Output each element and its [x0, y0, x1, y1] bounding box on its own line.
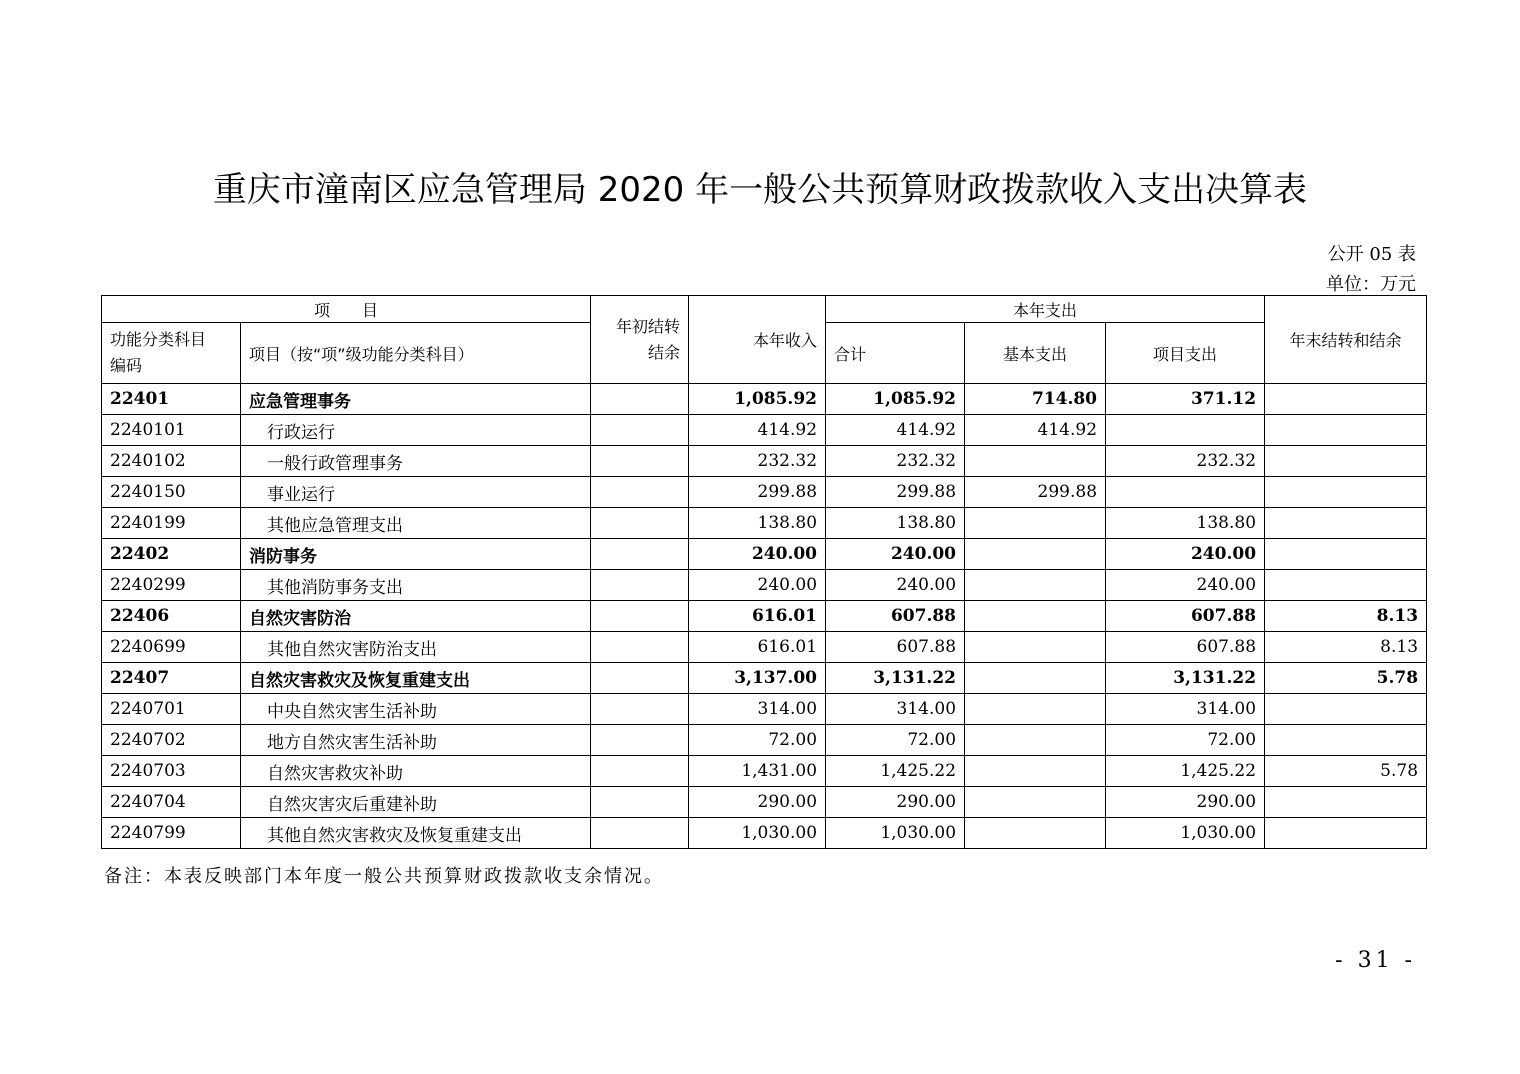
cell-basic — [965, 508, 1106, 539]
header-code-line2: 编码 — [110, 356, 143, 375]
cell-basic — [965, 756, 1106, 787]
cell-project: 240.00 — [1106, 570, 1265, 601]
cell-opening — [591, 694, 689, 725]
cell-basic — [965, 539, 1106, 570]
cell-total: 240.00 — [826, 539, 965, 570]
cell-total: 72.00 — [826, 725, 965, 756]
cell-code: 2240799 — [102, 818, 241, 849]
cell-opening — [591, 570, 689, 601]
cell-total: 1,030.00 — [826, 818, 965, 849]
cell-code: 22407 — [102, 663, 241, 694]
table-row — [102, 446, 1427, 477]
header-closing-balance: 年末结转和结余 — [1265, 296, 1427, 384]
cell-closing — [1265, 446, 1427, 477]
cell-name: 自然灾害救灾及恢复重建支出 — [241, 663, 591, 694]
cell-income: 138.80 — [689, 508, 826, 539]
cell-name: 其他消防事务支出 — [241, 570, 591, 601]
cell-basic: 714.80 — [965, 384, 1106, 415]
cell-project: 3,131.22 — [1106, 663, 1265, 694]
cell-closing — [1265, 415, 1427, 446]
cell-name: 自然灾害救灾补助 — [241, 756, 591, 787]
cell-name: 中央自然灾害生活补助 — [241, 694, 591, 725]
cell-name: 事业运行 — [241, 477, 591, 508]
cell-name: 消防事务 — [241, 539, 591, 570]
cell-total: 290.00 — [826, 787, 965, 818]
cell-code: 2240704 — [102, 787, 241, 818]
cell-code: 2240702 — [102, 725, 241, 756]
cell-closing — [1265, 508, 1427, 539]
cell-total: 299.88 — [826, 477, 965, 508]
table-row — [102, 415, 1427, 446]
cell-name: 自然灾害防治 — [241, 601, 591, 632]
cell-total: 138.80 — [826, 508, 965, 539]
cell-project: 1,425.22 — [1106, 756, 1265, 787]
page-number: - 31 - — [1335, 948, 1416, 973]
cell-total: 414.92 — [826, 415, 965, 446]
cell-income: 232.32 — [689, 446, 826, 477]
cell-basic — [965, 694, 1106, 725]
cell-total: 3,131.22 — [826, 663, 965, 694]
header-code-line1: 功能分类科目 — [110, 330, 207, 349]
table-row — [102, 787, 1427, 818]
cell-income: 1,085.92 — [689, 384, 826, 415]
header-opening-balance-line1: 年初结转 — [616, 316, 681, 336]
cell-opening — [591, 415, 689, 446]
cell-opening — [591, 663, 689, 694]
cell-opening — [591, 632, 689, 663]
cell-closing — [1265, 570, 1427, 601]
cell-total: 232.32 — [826, 446, 965, 477]
cell-name: 其他自然灾害防治支出 — [241, 632, 591, 663]
cell-closing — [1265, 818, 1427, 849]
cell-opening — [591, 477, 689, 508]
cell-project: 607.88 — [1106, 632, 1265, 663]
cell-opening — [591, 384, 689, 415]
cell-income: 314.00 — [689, 694, 826, 725]
cell-closing — [1265, 725, 1427, 756]
table-row — [102, 601, 1427, 632]
cell-income: 1,431.00 — [689, 756, 826, 787]
cell-name: 其他自然灾害救灾及恢复重建支出 — [241, 818, 591, 849]
cell-project: 607.88 — [1106, 601, 1265, 632]
table-row — [102, 663, 1427, 694]
unit-label: 单位：万元 — [1326, 274, 1416, 295]
cell-basic — [965, 446, 1106, 477]
cell-income: 72.00 — [689, 725, 826, 756]
page-title: 重庆市潼南区应急管理局 2020 年一般公共预算财政拨款收入支出决算表 — [212, 170, 1308, 210]
table-row — [102, 539, 1427, 570]
cell-project — [1106, 415, 1265, 446]
cell-basic: 299.88 — [965, 477, 1106, 508]
table-row — [102, 477, 1427, 508]
cell-total: 1,085.92 — [826, 384, 965, 415]
cell-total: 607.88 — [826, 601, 965, 632]
table-row — [102, 756, 1427, 787]
cell-name: 自然灾害灾后重建补助 — [241, 787, 591, 818]
cell-code: 22406 — [102, 601, 241, 632]
cell-closing: 8.13 — [1265, 632, 1427, 663]
cell-code: 22401 — [102, 384, 241, 415]
cell-closing — [1265, 539, 1427, 570]
cell-income: 240.00 — [689, 539, 826, 570]
cell-closing: 5.78 — [1265, 756, 1427, 787]
table-row — [102, 508, 1427, 539]
cell-project: 240.00 — [1106, 539, 1265, 570]
cell-basic — [965, 787, 1106, 818]
cell-opening — [591, 508, 689, 539]
cell-income: 616.01 — [689, 632, 826, 663]
cell-project: 138.80 — [1106, 508, 1265, 539]
cell-basic — [965, 663, 1106, 694]
table-body — [102, 384, 1427, 849]
cell-project: 72.00 — [1106, 725, 1265, 756]
cell-code: 2240101 — [102, 415, 241, 446]
cell-name: 地方自然灾害生活补助 — [241, 725, 591, 756]
cell-total: 607.88 — [826, 632, 965, 663]
cell-opening — [591, 725, 689, 756]
cell-name: 行政运行 — [241, 415, 591, 446]
cell-income: 414.92 — [689, 415, 826, 446]
cell-income: 3,137.00 — [689, 663, 826, 694]
table-row — [102, 632, 1427, 663]
form-number: 公开 05 表 — [1327, 244, 1416, 265]
cell-basic — [965, 570, 1106, 601]
cell-basic — [965, 632, 1106, 663]
cell-name: 其他应急管理支出 — [241, 508, 591, 539]
cell-closing: 8.13 — [1265, 601, 1427, 632]
cell-name: 一般行政管理事务 — [241, 446, 591, 477]
cell-name: 应急管理事务 — [241, 384, 591, 415]
table-row — [102, 818, 1427, 849]
cell-total: 314.00 — [826, 694, 965, 725]
cell-income: 240.00 — [689, 570, 826, 601]
header-opening-balance-line2: 结余 — [648, 342, 681, 362]
table-row — [102, 725, 1427, 756]
footnote: 备注：本表反映部门本年度一般公共预算财政拨款收支余情况。 — [104, 866, 664, 887]
header-income: 本年收入 — [689, 296, 826, 384]
cell-code: 22402 — [102, 539, 241, 570]
header-basic: 基本支出 — [965, 323, 1106, 384]
cell-project: 314.00 — [1106, 694, 1265, 725]
table-row — [102, 570, 1427, 601]
cell-project: 232.32 — [1106, 446, 1265, 477]
cell-basic: 414.92 — [965, 415, 1106, 446]
cell-opening — [591, 601, 689, 632]
table-row — [102, 384, 1427, 415]
cell-opening — [591, 756, 689, 787]
header-project: 项目支出 — [1106, 323, 1265, 384]
header-opening-balance — [591, 296, 689, 384]
cell-closing — [1265, 694, 1427, 725]
header-item-group: 项 目 — [102, 296, 591, 323]
cell-opening — [591, 787, 689, 818]
budget-table — [101, 295, 1427, 849]
cell-closing — [1265, 384, 1427, 415]
cell-opening — [591, 818, 689, 849]
cell-code: 2240701 — [102, 694, 241, 725]
cell-income: 299.88 — [689, 477, 826, 508]
cell-basic — [965, 725, 1106, 756]
cell-total: 1,425.22 — [826, 756, 965, 787]
cell-total: 240.00 — [826, 570, 965, 601]
cell-code: 2240299 — [102, 570, 241, 601]
cell-closing — [1265, 787, 1427, 818]
cell-basic — [965, 601, 1106, 632]
cell-project: 371.12 — [1106, 384, 1265, 415]
table-row — [102, 694, 1427, 725]
cell-closing — [1265, 477, 1427, 508]
cell-code: 2240150 — [102, 477, 241, 508]
header-total: 合计 — [826, 323, 965, 384]
cell-income: 616.01 — [689, 601, 826, 632]
cell-project: 290.00 — [1106, 787, 1265, 818]
header-name: 项目（按“项”级功能分类科目） — [241, 323, 591, 384]
cell-project: 1,030.00 — [1106, 818, 1265, 849]
cell-code: 2240699 — [102, 632, 241, 663]
header-code — [102, 323, 241, 384]
cell-project — [1106, 477, 1265, 508]
cell-code: 2240102 — [102, 446, 241, 477]
cell-code: 2240703 — [102, 756, 241, 787]
cell-opening — [591, 446, 689, 477]
cell-opening — [591, 539, 689, 570]
cell-basic — [965, 818, 1106, 849]
cell-income: 1,030.00 — [689, 818, 826, 849]
header-expense-group: 本年支出 — [826, 296, 1265, 323]
cell-closing: 5.78 — [1265, 663, 1427, 694]
cell-code: 2240199 — [102, 508, 241, 539]
cell-income: 290.00 — [689, 787, 826, 818]
